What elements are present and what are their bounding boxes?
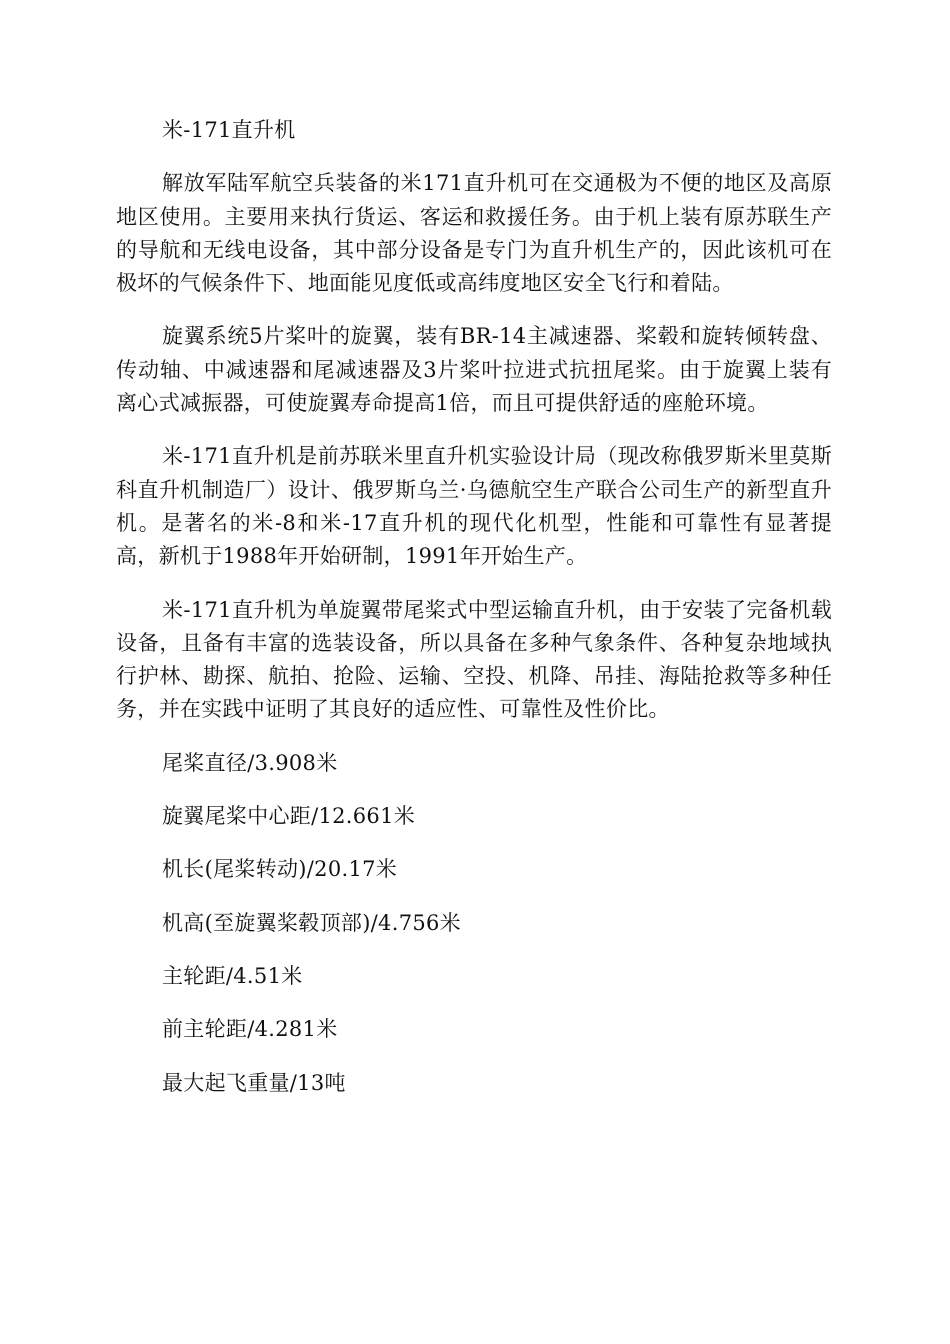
spec-rotor-distance: 旋翼尾桨中心距/12.661米 — [162, 804, 416, 829]
spec-wheel-base: 前主轮距/4.281米 — [162, 1017, 338, 1042]
spec-length: 机长(尾桨转动)/20.17米 — [162, 857, 398, 882]
spec-main-wheel-track: 主轮距/4.51米 — [162, 963, 303, 988]
paragraph-rotor-system: 旋翼系统5片桨叶的旋翼，装有BR-14主减速器、桨毂和旋转倾转盘、传动轴、中减速器和尾减速器及3片桨叶拉进式抗扭尾桨。由于旋翼上装有离心式减振器，可使旋翼寿命提高1倍，而且可提供舒适的座舱环境。 — [116, 324, 832, 416]
paragraph-history: 米-171直升机是前苏联米里直升机实验设计局（现改称俄罗斯米里莫斯科直升机制造厂）设计、俄罗斯乌兰·乌德航空生产联合公司生产的新型直升机。是著名的米-8和米-17直升机的现代化机型，性能和可靠性有显著提高，新机于1988年开始研制，1991年开始生产。 — [116, 444, 832, 569]
spec-tail-rotor-diameter: 尾桨直径/3.908米 — [162, 750, 338, 775]
document-title: 米-171直升机 — [162, 118, 296, 142]
paragraph-overview: 解放军陆军航空兵装备的米171直升机可在交通极为不便的地区及高原地区使用。主要用来执行货运、客运和救援任务。由于机上装有原苏联生产的导航和无线电设备，其中部分设备是专门为直升机生产的，因此该机可在极坏的气候条件下、地面能见度低或高纬度地区安全飞行和着陆。 — [116, 171, 832, 296]
spec-height: 机高(至旋翼桨毂顶部)/4.756米 — [162, 910, 461, 935]
document-body — [116, 114, 832, 1100]
paragraph-missions: 米-171直升机为单旋翼带尾桨式中型运输直升机，由于安装了完备机载设备，且备有丰富的选装设备，所以具备在多种气象条件、各种复杂地域执行护林、勘探、航拍、抢险、运输、空投、机降、吊挂、海陆抢救等多种任务，并在实践中证明了其良好的适应性、可靠性及性价比。 — [116, 597, 832, 722]
spec-max-takeoff-weight: 最大起飞重量/13吨 — [162, 1070, 346, 1095]
